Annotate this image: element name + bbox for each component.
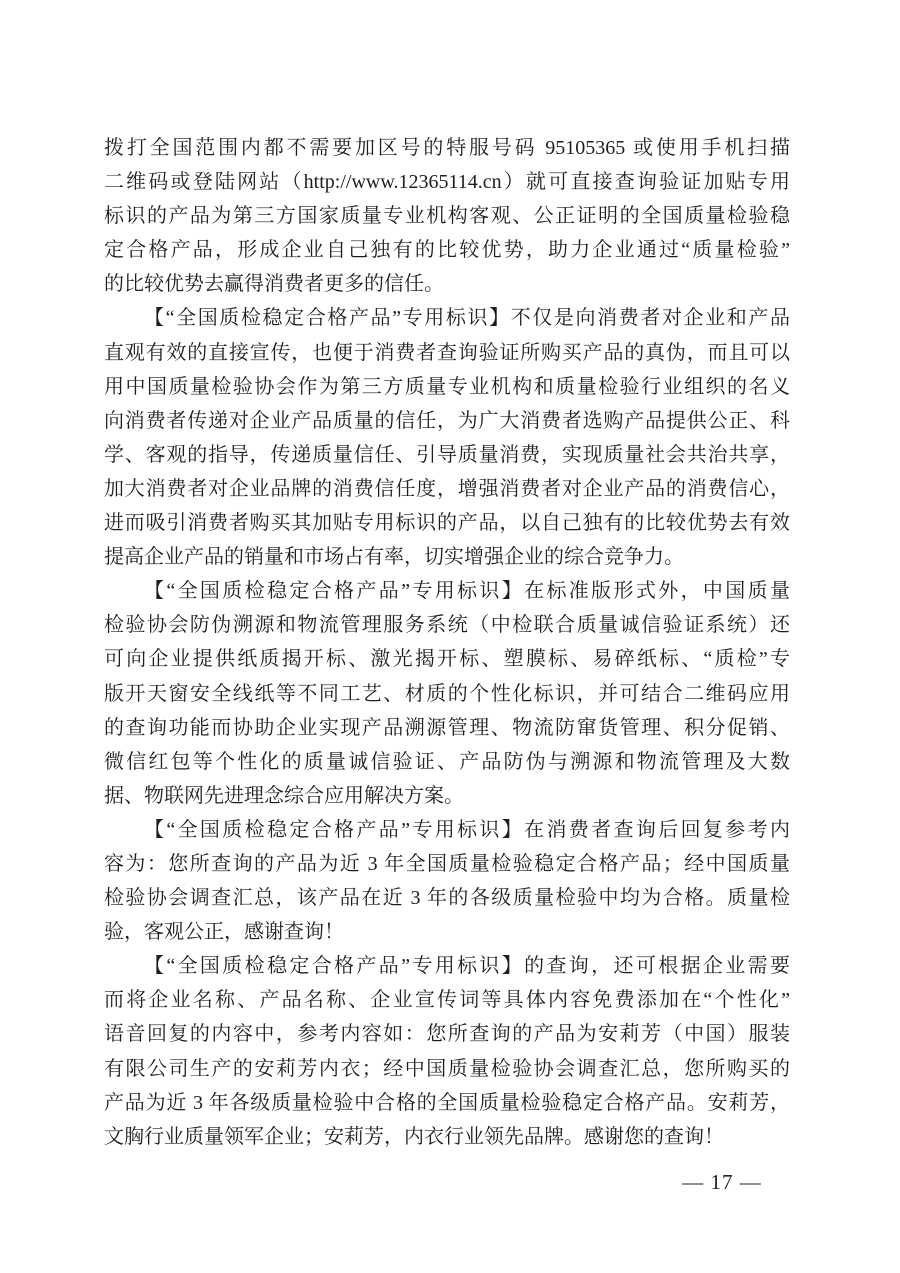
text-line: 检验协会调查汇总，该产品在近 3 年的各级质量检验中均为合格。质量检 — [104, 887, 790, 910]
text-line: 学、客观的指导，传递质量信任、引导质量消费，实现质量社会共治共享， — [104, 443, 790, 466]
text-line: 拨打全国范围内都不需要加区号的特服号码 95105365 或使用手机扫描 — [104, 137, 790, 159]
text-line: 二维码或登陆网站（http://www.12365114.cn）就可直接查询验证加贴专用 — [104, 171, 790, 194]
text-line: 加大消费者对企业品牌的消费信任度，增强消费者对企业产品的消费信心， — [104, 477, 790, 500]
text-line: 可向企业提供纸质揭开标、激光揭开标、塑膜标、易碎纸标、“质检”专 — [104, 648, 790, 671]
text-line: 进而吸引消费者购买其加贴专用标识的产品，以自己独有的比较优势去有效 — [104, 512, 790, 535]
text-line: 【“全国质检稳定合格产品”专用标识】不仅是向消费者对企业和产品 — [144, 307, 790, 330]
page-number: — 17 — — [682, 1170, 762, 1194]
text-line: 的比较优势去赢得消费者更多的信任。 — [104, 273, 444, 296]
paragraph — [104, 301, 790, 574]
text-line: 提高企业产品的销量和市场占有率，切实增强企业的综合竞争力。 — [104, 546, 684, 569]
text-line: 定合格产品，形成企业自己独有的比较优势，助力企业通过“质量检验” — [104, 239, 790, 262]
paragraph — [104, 574, 790, 813]
text-line: 直观有效的直接宣传，也便于消费者查询验证所购买产品的真伪，而且可以 — [104, 341, 790, 364]
text-line: 有限公司生产的安莉芳内衣；经中国质量检验协会调查汇总，您所购买的 — [104, 1057, 790, 1080]
body-text — [104, 131, 790, 1154]
text-line: 检验协会防伪溯源和物流管理服务系统（中检联合质量诚信验证系统）还 — [104, 614, 790, 637]
paragraph — [104, 949, 790, 1154]
text-line: 而将企业名称、产品名称、企业宣传词等具体内容免费添加在“个性化” — [104, 989, 790, 1012]
text-line: 【“全国质检稳定合格产品”专用标识】在消费者查询后回复参考内 — [144, 818, 790, 841]
text-line: 文胸行业质量领军企业；安莉芳，内衣行业领先品牌。感谢您的查询！ — [104, 1125, 724, 1148]
text-line: 【“全国质检稳定合格产品”专用标识】在标准版形式外，中国质量 — [144, 580, 790, 603]
text-line: 产品为近 3 年各级质量检验中合格的全国质量检验稳定合格产品。安莉芳， — [104, 1091, 790, 1114]
text-line: 的查询功能而协助企业实现产品溯源管理、物流防窜货管理、积分促销、 — [104, 716, 790, 739]
text-line: 微信红包等个性化的质量诚信验证、产品防伪与溯源和物流管理及大数 — [104, 750, 790, 773]
text-line: 验，客观公正，感谢查询！ — [104, 921, 344, 944]
paragraph — [104, 131, 790, 301]
text-line: 语音回复的内容中，参考内容如：您所查询的产品为安莉芳（中国）服装 — [104, 1023, 790, 1046]
text-line: 【“全国质检稳定合格产品”专用标识】的查询，还可根据企业需要 — [144, 955, 790, 978]
text-line: 用中国质量检验协会作为第三方质量专业机构和质量检验行业组织的名义 — [104, 375, 790, 398]
text-line: 据、物联网先进理念综合应用解决方案。 — [104, 784, 464, 807]
text-line: 版开天窗安全线纸等不同工艺、材质的个性化标识，并可结合二维码应用 — [104, 682, 790, 705]
text-line: 容为：您所查询的产品为近 3 年全国质量检验稳定合格产品；经中国质量 — [104, 852, 790, 875]
text-line: 标识的产品为第三方国家质量专业机构客观、公正证明的全国质量检验稳 — [104, 205, 790, 228]
text-line: 向消费者传递对企业产品质量的信任，为广大消费者选购产品提供公正、科 — [104, 409, 790, 432]
paragraph — [104, 813, 790, 949]
